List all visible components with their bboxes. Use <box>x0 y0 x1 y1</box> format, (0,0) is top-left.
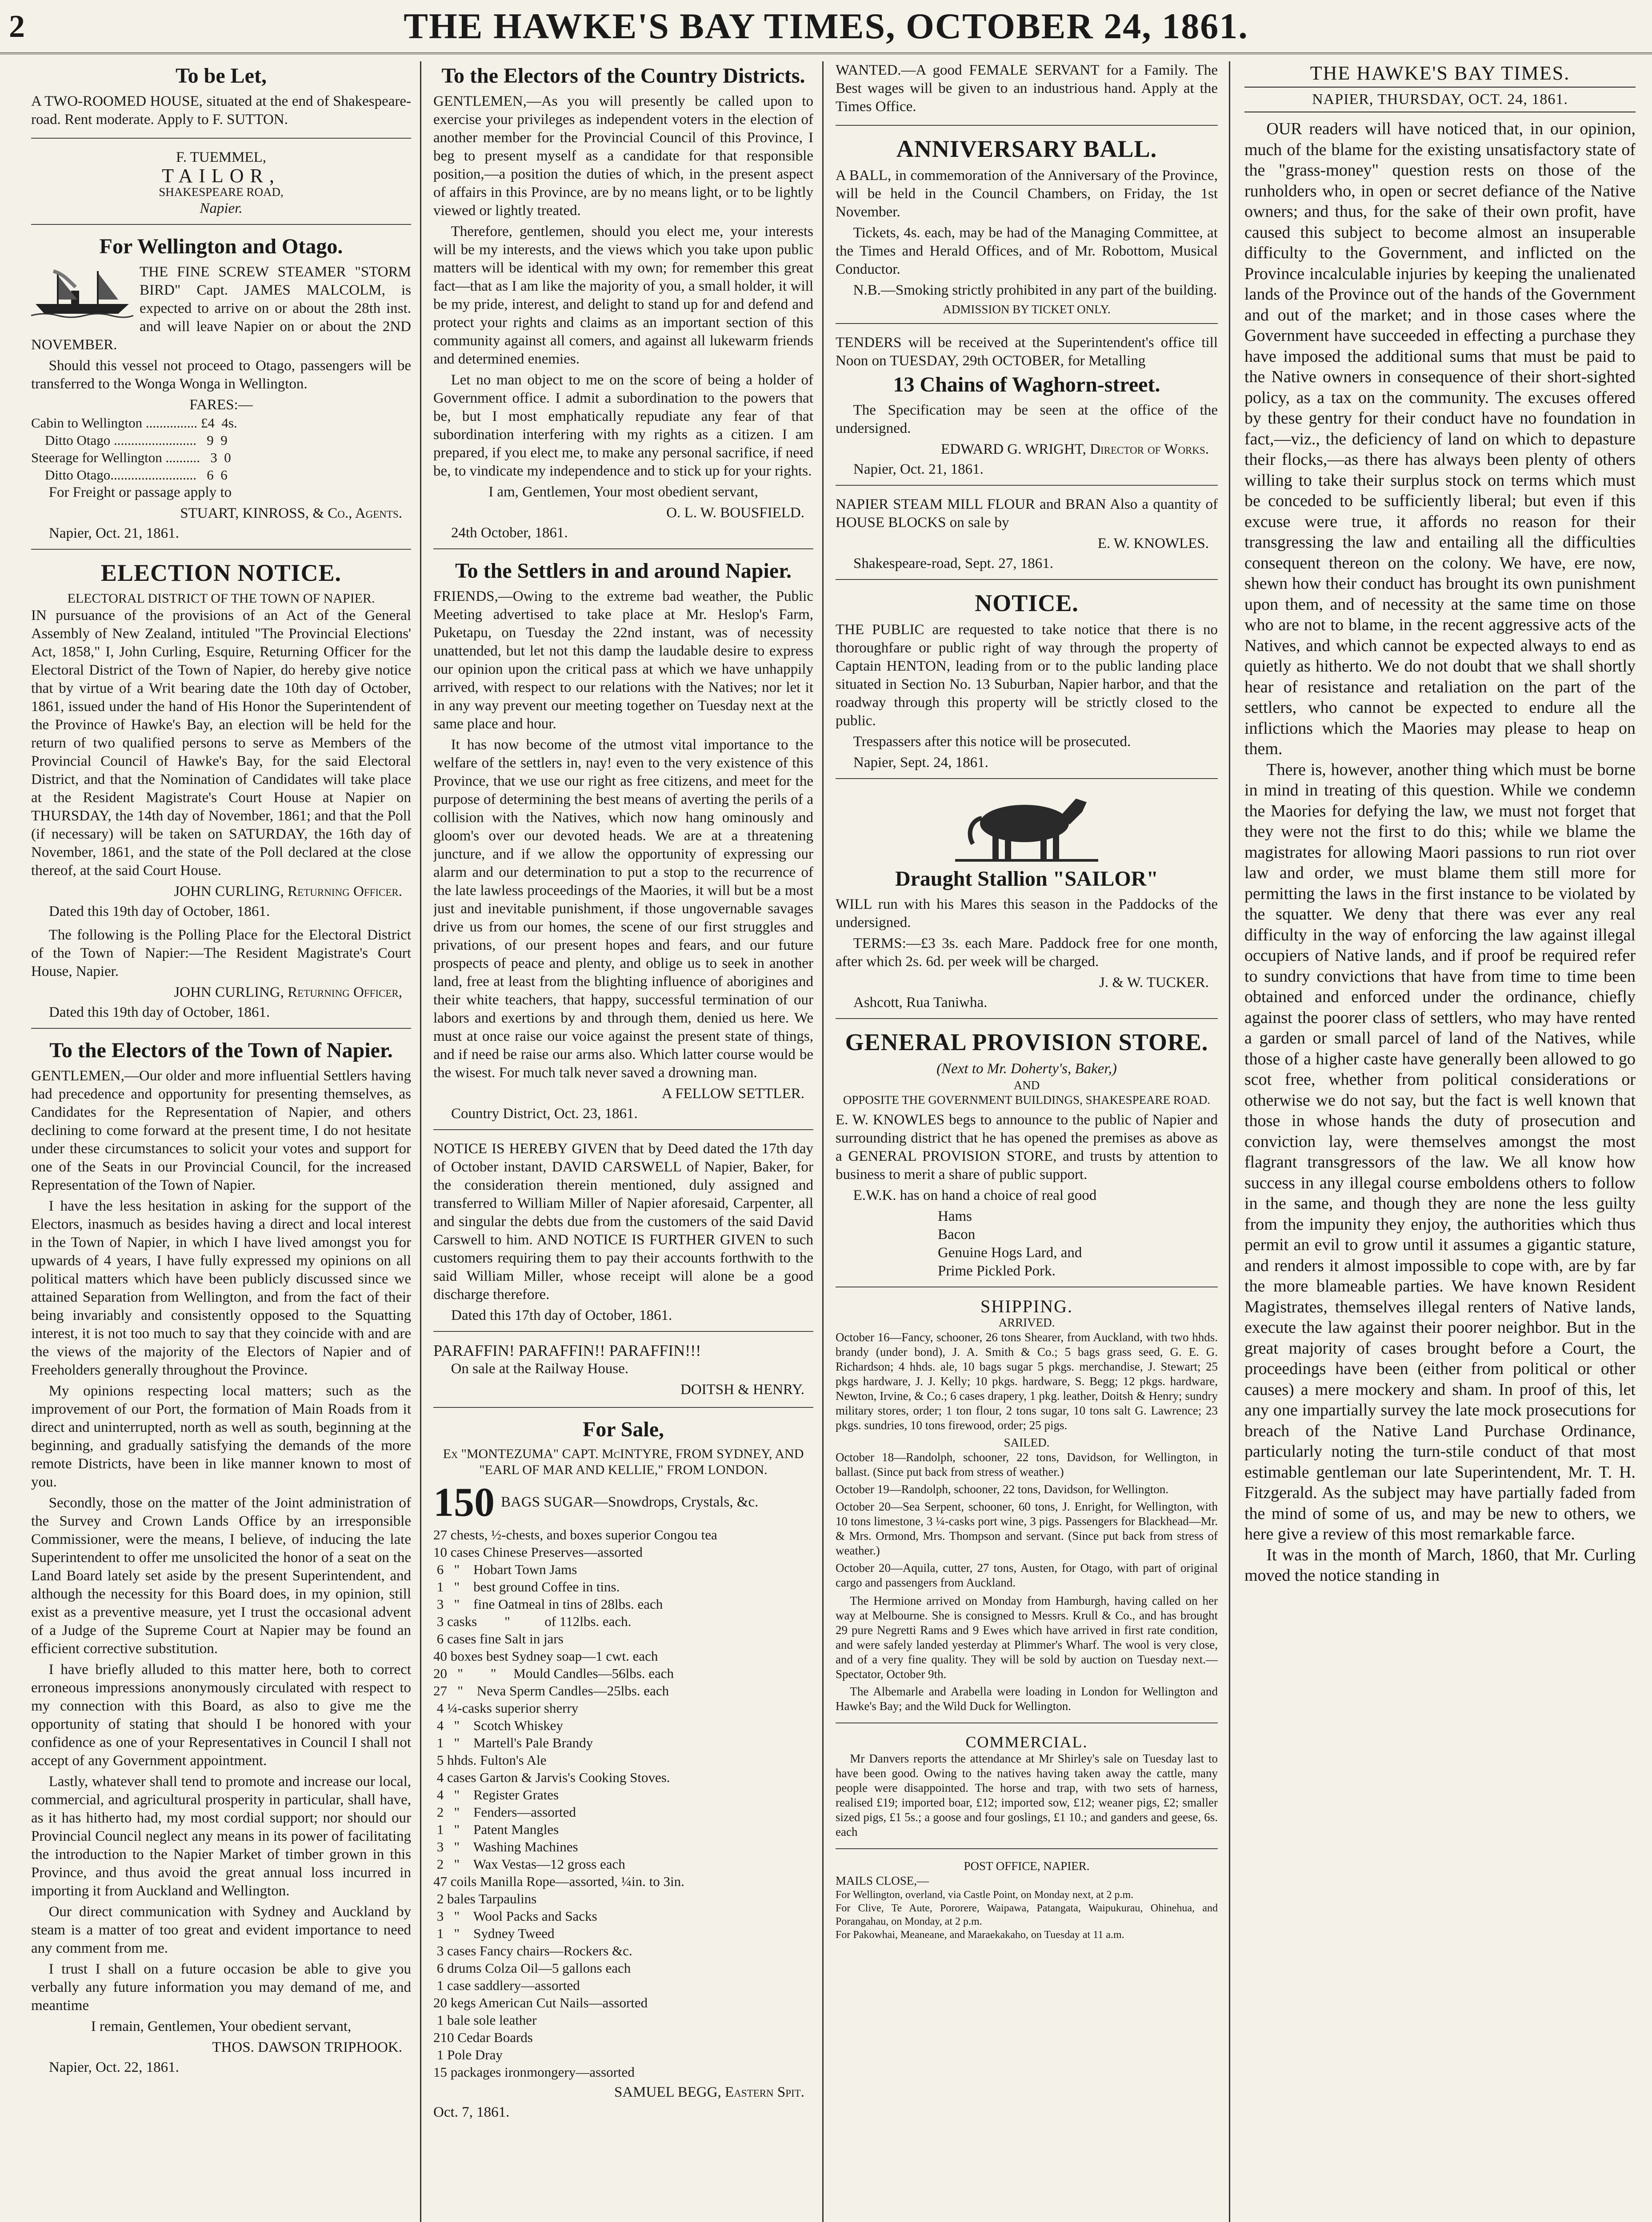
post-item: For Clive, Te Aute, Pororere, Waipawa, Patangata, Waipukurau, Ohinehua, and Porangahau, on Monday, at 2 p.m. <box>836 1902 1218 1927</box>
post-office-section <box>836 1859 1218 1948</box>
tailor-address: SHAKESPEARE ROAD, <box>159 185 284 199</box>
freight-text: For Freight or passage apply to <box>48 484 232 500</box>
sailed-entry: October 20—Aquila, cutter, 27 tons, Austen, for Otago, with part of original cargo and passengers from Auckland. <box>836 1561 1218 1589</box>
triphook-paragraph: I have the less hesitation in asking for the support of the Electors, inasmuch as besides having a direct and local interest in the Town of Napier, in which I have lived amongst you for upwards of 4 years, I have fully expressed my opinions on all political matters which have been publicly discussed since we attained Separation from Wellington, and from the fact of their being invariably and consistently opposed to the Squatting interest, it is not too much to say that they coincide with and are the views of the majority of the Electors of Napier and of Freeholders generally throughout the Province. <box>31 1198 411 1378</box>
steam-mill-body: NAPIER STEAM MILL FLOUR and BRAN Also a quantity of HOUSE BLOCKS on sale by <box>836 496 1218 531</box>
column-1 <box>31 61 411 2222</box>
fare-item: Ditto Otago......................... 6 6 <box>31 467 228 483</box>
stallion-body: WILL run with his Mares this season in the Paddocks of the undersigned. <box>836 896 1218 931</box>
tailor-town: Napier. <box>200 200 243 216</box>
for-sale-item: 4 " Register Grates <box>433 1787 559 1802</box>
triphook-paragraph: I have briefly alluded to this matter here, both to correct erroneous impressions anonymously circulated with respect to my connection with this Board, as also to give me the opportunity of stating that should I be honored with your confidence as one of your Representatives in Council I shall not accept of any Government appointment. <box>31 1662 411 1769</box>
triphook-paragraph: I trust I shall on a future occasion be able to give you verbally any future information you may demand of me, and meantime <box>31 1961 411 2014</box>
tenders-body: TENDERS will be received at the Superintendent's office till Noon on TUESDAY, 29th OCTOBER, for Metalling <box>836 335 1218 369</box>
henton-body-2: Trespassers after this notice will be prosecuted. <box>853 734 1131 750</box>
post-heading: POST OFFICE, NAPIER. <box>964 1859 1090 1873</box>
for-sale-item: 20 " " Mould Candles—56lbs. each <box>433 1666 674 1681</box>
triphook-paragraph: Secondly, those on the matter of the Joint administration of the Survey and Crown Lands Office by an irresponsible Commissioner, were the means, I believe, of inducing the late Superintendent to offer me unsolicited the honor of a seat on the Land Board lately set aside by the present Superintendent, and although the necessity for this Board does, in my opinion, still exist as a preventive measure, yet I trust the occasional advent of a Judge of the Supreme Court at Napier may be found an efficient corrective substitution. <box>31 1495 411 1657</box>
for-sale-item: 3 " Washing Machines <box>433 1839 578 1854</box>
triphook-close: I remain, Gentlemen, Your obedient servant, <box>91 2018 352 2034</box>
election-date: Dated this 19th day of October, 1861. <box>49 903 270 919</box>
column-3 <box>836 61 1218 2222</box>
tenders-body-2: The Specification may be seen at the office of the undersigned. <box>836 402 1218 436</box>
election-notice <box>31 559 411 1029</box>
arrived-entry: October 16—Fancy, schooner, 26 tons Shearer, from Auckland, with two hhds. brandy (under bond), J. A. Smith & Co.; 5 bags grass seed, G. E. G. Richardson; 4 hhds. ale, 10 bags sugar 5 pkgs. merchandise, J. Stewart; 25 pkgs hardware, J. J. Kelly; 10 pkgs. hardware, S. Begg; 12 pkgs. hardware, Newton, Irvine, & Co.; 6 cases drapery, 1 pkg. leather, Doitsh & Henry; sundry military stores, order; 1 ton flour, 2 tons sugar, 10 tons salt G. Lawrence; 23 pkgs. sundries, 10 tons firewood, order; 25 pigs. <box>836 1331 1218 1432</box>
for-sale-big-number: 150 <box>433 1479 495 1525</box>
paraffin-heading: PARAFFIN! PARAFFIN!! PARAFFIN!!! <box>433 1342 701 1359</box>
post-label: MAILS CLOSE,— <box>836 1874 929 1887</box>
fares-label: FARES:— <box>189 397 253 413</box>
agents-date: Napier, Oct. 21, 1861. <box>49 525 179 541</box>
column-rule <box>822 61 824 2222</box>
for-sale-item: 6 drums Colza Oil—5 gallons each <box>433 1960 631 1976</box>
settlers-signature: A FELLOW SETTLER. <box>661 1086 804 1102</box>
shipping-section <box>836 1297 1218 1723</box>
election-subheading: ELECTORAL DISTRICT OF THE TOWN OF NAPIER. <box>67 591 375 606</box>
tenders-heading: 13 Chains of Waghorn-street. <box>893 373 1160 396</box>
wanted-ad <box>836 61 1218 126</box>
steamer-body: THE FINE SCREW STEAMER "STORM BIRD" Capt. JAMES MALCOLM, is expected to arrive on or about the 28th inst. and will leave Napier on or about the 2ND NOVEMBER. <box>31 264 411 353</box>
steamer-ad <box>31 235 411 550</box>
bousfield-paragraph: Let no man object to me on the score of being a holder of Government office. I admit a subordination to the powers that be, but I most emphatically repudiate any fear of that subordination interfering with my rights as a citizen. I am prepared, if you elect me, to make any personal sacrifice, if need be, to vindicate my independence and to stick up for your rights. <box>433 372 813 479</box>
for-sale-item: 1 " Patent Mangles <box>433 1822 559 1837</box>
henton-date: Napier, Sept. 24, 1861. <box>853 755 988 771</box>
tenders-ad <box>836 334 1218 486</box>
settlers-paragraph: FRIENDS,—Owing to the extreme bad weather, the Public Meeting advertised to take place at Mr. Heslop's Farm, Puketapu, on Tuesday the 22nd instant, was of necessity unattended, but let not this damp the laudable desire to express our opinion upon the critical pass at which we have unhappily arrived, with respect to our relations with the Natives; nor let it in any way prevent our meeting together on Tuesday next at the same place and hour. <box>433 588 813 732</box>
for-sale-item: 1 " Martell's Pale Brandy <box>433 1735 593 1750</box>
triphook-paragraph: My opinions respecting local matters; such as the improvement of our Port, the formation of Main Roads from it direct and uninterrupted, north as well as south, beginning at the beginning, and gradually satisfying the demands of the more remote Districts, have been in like manner known to most of you. <box>31 1383 411 1490</box>
editorial-paragraph: It was in the month of March, 1860, that Mr. Curling moved the notice standing in <box>1244 1545 1636 1585</box>
store-body-2: E.W.K. has on hand a choice of real good <box>853 1187 1097 1203</box>
triphook-heading: To the Electors of the Town of Napier. <box>49 1039 393 1062</box>
tailor-trade: TAILOR, <box>162 165 280 187</box>
settlers-heading: To the Settlers in and around Napier. <box>455 559 792 583</box>
steamer-heading: For Wellington and Otago. <box>99 235 343 258</box>
for-sale-item: 5 hhds. Fulton's Ale <box>433 1752 547 1768</box>
commercial-section <box>836 1733 1218 1849</box>
horse-icon <box>836 789 1218 864</box>
sailed-entry: October 20—Sea Serpent, schooner, 60 tons, J. Enright, for Wellington, with 10 tons limestone, 3 ¼-casks port wine, 3 pigs. Passengers for Blackhead—Mr. & Mrs. Ormond, Mrs. Thompson and servant. (Since put back from stress of weather.) <box>836 1500 1218 1557</box>
for-sale-item: 4 " Scotch Whiskey <box>433 1718 563 1733</box>
election-signature: JOHN CURLING, Returning Officer. <box>174 883 402 899</box>
triphook-address <box>31 1039 411 2083</box>
stallion-signature: J. & W. TUCKER. <box>1099 975 1209 991</box>
editorial-title: THE HAWKE'S BAY TIMES. <box>1310 62 1570 84</box>
stallion-heading: Draught Stallion "SAILOR" <box>895 867 1159 891</box>
store-item: Bacon <box>938 1227 976 1243</box>
for-sale-list <box>433 1526 813 2081</box>
store-sub-2: AND <box>1013 1079 1040 1092</box>
page-number: 2 <box>9 8 26 44</box>
bousfield-paragraph: GENTLEMEN,—As you will presently be called upon to exercise your privileges as independent voters in the election of another member for the Provincial Council of this Province, I beg to present myself as a candidate for that responsible position,—a position the duties of which, in the present aspect of affairs in this Province, are by no means light, or to be lightly viewed or lightly treated. <box>433 93 813 219</box>
henton-heading: NOTICE. <box>975 590 1079 616</box>
for-sale-date: Oct. 7, 1861. <box>433 2104 510 2120</box>
to-let-body: A TWO-ROOMED HOUSE, situated at the end of Shakespeare-road. Rent moderate. Apply to F. SUTTON. <box>31 93 411 128</box>
store-item: Hams <box>938 1208 972 1224</box>
bousfield-signature: O. L. W. BOUSFIELD. <box>666 505 804 521</box>
fare-item: Cabin to Wellington ............... £4 4s. <box>31 415 237 431</box>
commercial-heading: COMMERCIAL. <box>965 1733 1088 1751</box>
for-sale-item: 6 cases fine Salt in jars <box>433 1631 564 1647</box>
steam-mill-ad <box>836 496 1218 580</box>
fare-item: Steerage for Wellington .......... 3 0 <box>31 450 231 465</box>
polling-signature: JOHN CURLING, Returning Officer, <box>174 984 402 1000</box>
for-sale-item: 1 Pole Dray <box>433 2047 503 2062</box>
for-sale-item: 3 " fine Oatmeal in tins of 28lbs. each <box>433 1596 663 1612</box>
store-sub-3: OPPOSITE THE GOVERNMENT BUILDINGS, SHAKESPEARE ROAD. <box>843 1093 1211 1107</box>
column-2 <box>433 61 813 2222</box>
for-sale-item: 210 Cedar Boards <box>433 2030 533 2045</box>
paraffin-ad <box>433 1342 813 1408</box>
triphook-paragraph: Lastly, whatever shall tend to promote and increase our local, commercial, and agricultural prosperity in particular, shall have, as it has hitherto had, my most cordial support; nor should our Provincial Council neglect any means in its power of facilitating the introduction to the Napier Market of timber grown in this Province, and thus avoid the great annual loss incurred in importing it from Auckland and Wellington. <box>31 1774 411 1899</box>
polling-date: Dated this 19th day of October, 1861. <box>49 1004 270 1020</box>
election-body: IN pursuance of the provisions of an Act of the General Assembly of New Zealand, intituled "The Provincial Elections' Act, 1858," I, John Curling, Esquire, Returning Officer for the Electoral District of the Town of Napier, do hereby give notice that by virtue of a Writ bearing date the 10th day of October, 1861, issued under the hand of His Honor the Superintendent of the Province of Hawke's Bay, an election will be held for the return of two qualified persons to serve as Members of the Provincial Council of Hawke's Bay, for the said Electoral District, and that the Nomination of Candidates will take place at the Resident Magistrate's Court House at Napier on THURSDAY, the 14th day of November, 1861; and that the Poll (if necessary) will be taken on SATURDAY, the 16th day of November, 1861, and the state of the Poll declared at the close thereof, at the said Court House. <box>31 607 411 879</box>
shipping-news: The Albemarle and Arabella were loading in London for Wellington and Hawke's Bay; and the Wild Duck for Wellington. <box>836 1685 1218 1713</box>
store-body: E. W. KNOWLES begs to announce to the public of Napier and surrounding district that he has opened the premises as above as a GENERAL PROVISION STORE, and trusts by attention to business to merit a share of public support. <box>836 1112 1218 1183</box>
for-sale-item: 40 boxes best Sydney soap—1 cwt. each <box>433 1648 658 1664</box>
to-let-heading: To be Let, <box>176 64 267 88</box>
store-heading: GENERAL PROVISION STORE. <box>845 1029 1208 1055</box>
carswell-notice <box>433 1140 813 1332</box>
to-let-ad <box>31 64 411 139</box>
for-sale-signature: SAMUEL BEGG, Eastern Spit. <box>614 2084 804 2100</box>
for-sale-subheading: Ex "MONTEZUMA" CAPT. McINTYRE, FROM SYDNEY, AND "EARL OF MAR AND KELLIE," FROM LONDON. <box>443 1447 804 1477</box>
column-4-editorial <box>1244 61 1636 2222</box>
settlers-date: Country District, Oct. 23, 1861. <box>451 1106 638 1122</box>
ball-paragraph: Tickets, 4s. each, may be had of the Managing Committee, at the Times and Herald Offices, and of Mr. Robottom, Musical Conductor. <box>836 225 1218 277</box>
for-sale-item: 27 " Neva Sperm Candles—25lbs. each <box>433 1683 669 1698</box>
settlers-paragraph: It has now become of the utmost vital importance to the welfare of the settlers in, nay! even to the very existence of this Province, that we use our right as free citizens, and meet for the purpose of determining the best means of averting the perils of a collision with the Natives, which now hang ominously and gloom's over our devoted heads. We are at a threatening juncture, and if we allow the opportunity of expressing our alarm and our determination to put a stop to the recurrence of the late lawless proceedings of the Maories, it will but be a most just and inevitable punishment, if those ungovernable savages drive us from our homes, the scene of our first struggles and privations, of our present hopes and fears, and our future prospects of peace and plenty, and oblige us to seek in another land, free at least from the blighting influence of aborigines and their white teachers, that happy, successful termination of our labors and exertions by and through them, denied us here. We must at once raise our voice against the present state of things, and if need be raise our arms also. Which latter course would be the wisest. For much talk never saved a drowning man. <box>433 737 813 1081</box>
triphook-paragraph: GENTLEMEN,—Our older and more influential Settlers having had precedence and opportunity for presenting themselves, as Candidates for the Representation of Napier, and others declining to come forward at the present time, I do not hesitate under these circumstances to solicit your votes and support for one of the Seats in our Provincial Council, for the increased Representation of the Town of Napier. <box>31 1068 411 1193</box>
wanted-body: WANTED.—A good FEMALE SERVANT for a Family. The Best wages will be given to an industrious hand. Apply at the Times Office. <box>836 62 1218 115</box>
for-sale-item: 15 packages ironmongery—assorted <box>433 2064 635 2080</box>
editorial-paragraph: OUR readers will have noticed that, in our opinion, much of the blame for the existing unsatisfactory state of the "grass-money" question rests on those of the runholders who, in open or secret defiance of the Native owners; and thus, for the sake of their own profit, have caused this subject to become almost an insuperable difficulty to the Government, and inflicted on the Province incalculable injuries by keeping the unalienated lands of the Province out of the hands of the Government and out of the market; and in those cases where the Government have succeeded in effecting a purchase they have imposed the additional sums that must be paid to the Native owners in consequence of their short-sighted policy, as a tax on the community. The excuses offered by these gentry for their conduct have no foundation in fact,—viz., the deficiency of land on which to depasture their flocks,—as there has always been plenty of others willing to take their surplus stock on terms which must be conceded to be sufficiently liberal; but even if this excuse were true, it affords no reason for their transgressing the law and entailing all the difficulties consequent thereon on the colony. We have, ere now, shewn how their conduct has brought its own punishment upon them, and of necessity at the same time on those who are not to blame, in the recent aggressive acts of the Natives, and which cannot be expected always to end as quietly as hitherto. We do not doubt that we shall shortly hear of resistance and retaliation on the part of the settlers, who cannot be expected to endure all the inflictions which the Maories may please to heap on them. <box>1244 120 1636 758</box>
store-sub-1: (Next to Mr. Doherty's, Baker,) <box>936 1061 1117 1077</box>
steamer-body-2: Should this vessel not proceed to Otago, passengers will be transferred to the Wonga Wonga in Wellington. <box>31 358 411 392</box>
for-sale-first-item: BAGS SUGAR—Snowdrops, Crystals, &c. <box>501 1494 759 1510</box>
triphook-date: Napier, Oct. 22, 1861. <box>49 2059 179 2075</box>
editorial-date: NAPIER, THURSDAY, OCT. 24, 1861. <box>1244 87 1636 113</box>
shipping-news: The Hermione arrived on Monday from Hamburgh, having called on her way at Melbourne. She is consigned to Messrs. Krull & Co., and has brought 29 pure Negretti Rams and 9 Ewes which have arrived in first rate condition, and were safely landed yesterday at Plimmer's Wharf. The wool is very close, and of a very fine quality. They will be sold by auction on Tuesday next.—Spectator, October 9th. <box>836 1594 1218 1681</box>
for-sale-item: 47 coils Manilla Rope—assorted, ¼in. to 3in. <box>433 1874 684 1889</box>
store-item: Prime Pickled Pork. <box>938 1263 1056 1279</box>
bousfield-heading: To the Electors of the Country Districts. <box>441 64 805 88</box>
store-item: Genuine Hogs Lard, and <box>938 1245 1082 1261</box>
masthead-title: THE HAWKE'S BAY TIMES, OCTOBER 24, 1861. <box>404 6 1248 46</box>
ball-paragraph: A BALL, in commemoration of the Anniversary of the Province, will be held in the Council Chambers, on Friday, the 1st November. <box>836 168 1218 220</box>
carswell-date: Dated this 17th day of October, 1861. <box>451 1307 672 1323</box>
bousfield-paragraph: Therefore, gentlemen, should you elect me, your interests will be my interests, and the views which you take upon public matters will be identical with my own; for remember this great fact—that as I am like the majority of you, a small holder, it will be my pride, interest, and delight to stand up for and defend and protect your rights and claims as an important section of this community against all comers, and against all lukewarm friends and determined enemies. <box>433 224 813 367</box>
paraffin-body: On sale at the Railway House. <box>451 1361 629 1377</box>
stallion-place: Ashcott, Rua Taniwha. <box>853 995 988 1011</box>
fare-item: Ditto Otago ........................ 9 9 <box>31 432 228 448</box>
column-rule <box>420 61 421 2222</box>
bousfield-close: I am, Gentlemen, Your most obedient servant, <box>488 484 758 500</box>
tailor-ad <box>31 148 411 225</box>
stallion-ad <box>836 789 1218 1019</box>
ball-paragraph: N.B.—Smoking strictly prohibited in any part of the building. <box>853 282 1217 298</box>
steam-mill-date: Shakespeare-road, Sept. 27, 1861. <box>853 556 1053 571</box>
triphook-paragraph: Our direct communication with Sydney and Auckland by steam is a matter of too great and evident importance to need any comment from me. <box>31 1904 411 1956</box>
for-sale-item: 27 chests, ½-chests, and boxes superior Congou tea <box>433 1527 717 1543</box>
agents-signature: STUART, KINROSS, & Co., Agents. <box>180 505 402 521</box>
stallion-terms: TERMS:—£3 3s. each Mare. Paddock free for one month, after which 2s. 6d. per week will be charged. <box>836 935 1218 970</box>
masthead <box>0 0 1652 54</box>
steam-mill-signature: E. W. KNOWLES. <box>1097 536 1209 552</box>
ball-heading: ANNIVERSARY BALL. <box>896 136 1157 162</box>
for-sale-item: 2 " Wax Vestas—12 gross each <box>433 1856 625 1872</box>
paraffin-signature: DOITSH & HENRY. <box>680 1382 804 1398</box>
steamer-ship-icon <box>31 265 133 323</box>
for-sale-item: 2 bales Tarpaulins <box>433 1891 537 1906</box>
editorial-paragraph: There is, however, another thing which must be borne in mind in treating of this question. While we condemn the Maories for defying the law, we must not forget that they were not the first to do this; while we blame the magistrates for allowing Maori passions to run riot over law and order, we must blame them still more for permitting the laws in the first instance to be violated by the squatter. We deny that there was ever any real difficulty in the way of enforcing the law against illegal occupiers of Native lands, and if proof be required refer to sundry convictions that have from time to time been obtained and enforced under the ordinance, chiefly against the poorer class of settlers, who may have rented a garden or small parcel of land of the Natives, while those of a higher caste have generally been allowed to go scot free, whether from political considerations or otherwise we do not say, but the fact is well known that those in whose hands the duty of prosecution and conviction lay, were themselves amongst the most flagrant transgressors of the law. We all know how success in any illegal course emboldens others to follow in the same, and though they are none the less guilty from the impunity they enjoy, the authorities which thus permit an evil to grow until it assumes a gigantic stature, and renders it almost impossible to cope with, are by far the more blameable parties. We have known Resident Magistrates, themselves illegal renters of Native lands, execute the law against their poorer neighbor. But in the great majority of cases brought before a Court, the proceedings have been (either from political or other causes) a mere mockery and sham. In proof of this, let any one impartially survey the late mock prosecutions for breach of the Native Land Purchase Ordinance, particularly noting the turn-stile conduct of that most estimable gentleman our late Superintendent, Mr. T. H. Fitzgerald. As the subject may have partially faded from the mind of some of us, and may be new to others, we here give a review of this most remarkable farce. <box>1244 760 1636 1543</box>
arrived-label: ARRIVED. <box>998 1316 1055 1329</box>
for-sale-item: 2 " Fenders—assorted <box>433 1804 576 1820</box>
for-sale-item: 1 bale sole leather <box>433 2012 537 2028</box>
triphook-signature: THOS. DAWSON TRIPHOOK. <box>212 2039 402 2055</box>
provision-store-ad <box>836 1029 1218 1287</box>
for-sale-heading: For Sale, <box>582 1418 664 1441</box>
column-rule <box>1229 61 1230 2222</box>
henton-notice <box>836 590 1218 779</box>
polling-body: The following is the Polling Place for the Electoral District of the Town of Napier:—The Resident Magistrate's Court House, Napier. <box>31 927 411 979</box>
for-sale-item: 3 casks " of 112lbs. each. <box>433 1614 632 1629</box>
for-sale-item: 20 kegs American Cut Nails—assorted <box>433 1995 648 2010</box>
election-heading: ELECTION NOTICE. <box>100 559 342 586</box>
sailed-label: SAILED. <box>1004 1436 1050 1449</box>
for-sale-item: 4 ¼-casks superior sherry <box>433 1700 579 1716</box>
post-item: For Wellington, overland, via Castle Point, on Monday next, at 2 p.m. <box>836 1889 1134 1901</box>
for-sale-item: 3 cases Fancy chairs—Rockers &c. <box>433 1943 632 1958</box>
for-sale-item: 3 " Wool Packs and Sacks <box>433 1908 597 1924</box>
for-sale-item: 1 case saddlery—assorted <box>433 1978 580 1993</box>
shipping-heading: SHIPPING. <box>980 1296 1073 1316</box>
carswell-body: NOTICE IS HEREBY GIVEN that by Deed dated the 17th day of October instant, DAVID CARSWELL of Napier, Baker, for the consideration therein mentioned, duly assigned and transferred to William Miller of Napier aforesaid, Carpenter, all and singular the debts due from the customers of the said David Carswell to him. AND NOTICE IS FURTHER GIVEN to such customers requiring them to pay their accounts forthwith to the said William Miller, whose receipt will alone be a good discharge therefore. <box>433 1141 813 1303</box>
ball-ad <box>836 136 1218 324</box>
post-item: For Pakowhai, Meaneane, and Maraekakaho, on Tuesday at 11 a.m. <box>836 1929 1124 1941</box>
bousfield-date: 24th October, 1861. <box>451 525 568 541</box>
commercial-body: Mr Danvers reports the attendance at Mr Shirley's sale on Tuesday last to have been good. Owing to the natives having taken away the cattle, many people were disappointed. The horse and trap, with two sets of harness, realised £19; imported boar, £12; imported sow, £12; weaner pigs, £2; smaller sized pigs, £1 5s.; a goose and four goslings, £1 10.; and ganders and geese, 6s. each <box>836 1752 1218 1838</box>
tailor-name: F. TUEMMEL, <box>176 149 266 165</box>
for-sale-item: 10 cases Chinese Preserves—assorted <box>433 1544 643 1560</box>
bousfield-address <box>433 64 813 549</box>
for-sale-item: 1 " best ground Coffee in tins. <box>433 1579 620 1595</box>
for-sale-ad <box>433 1418 813 2128</box>
fares-list <box>31 414 411 484</box>
tenders-date: Napier, Oct. 21, 1861. <box>853 461 984 477</box>
henton-body: THE PUBLIC are requested to take notice that there is no thoroughfare or public right of way through the property of Captain HENTON, leading from or to the public landing place situated in Section No. 13 Suburban, Napier harbor, and that the roadway through this property will be strictly closed to the public. <box>836 622 1218 729</box>
for-sale-item: 6 " Hobart Town Jams <box>433 1562 577 1577</box>
for-sale-item: 4 cases Garton & Jarvis's Cooking Stoves. <box>433 1770 670 1785</box>
sailed-entry: October 19—Randolph, schooner, 22 tons, Davidson, for Wellington. <box>836 1483 1169 1496</box>
settlers-letter <box>433 559 813 1130</box>
ball-admission: ADMISSION BY TICKET ONLY. <box>943 303 1111 316</box>
for-sale-item: 1 " Sydney Tweed <box>433 1926 555 1941</box>
tenders-signature: EDWARD G. WRIGHT, Director of Works. <box>940 441 1209 457</box>
sailed-entry: October 18—Randolph, schooner, 22 tons, Davidson, for Wellington, in ballast. (Since put back from stress of weather.) <box>836 1451 1218 1479</box>
